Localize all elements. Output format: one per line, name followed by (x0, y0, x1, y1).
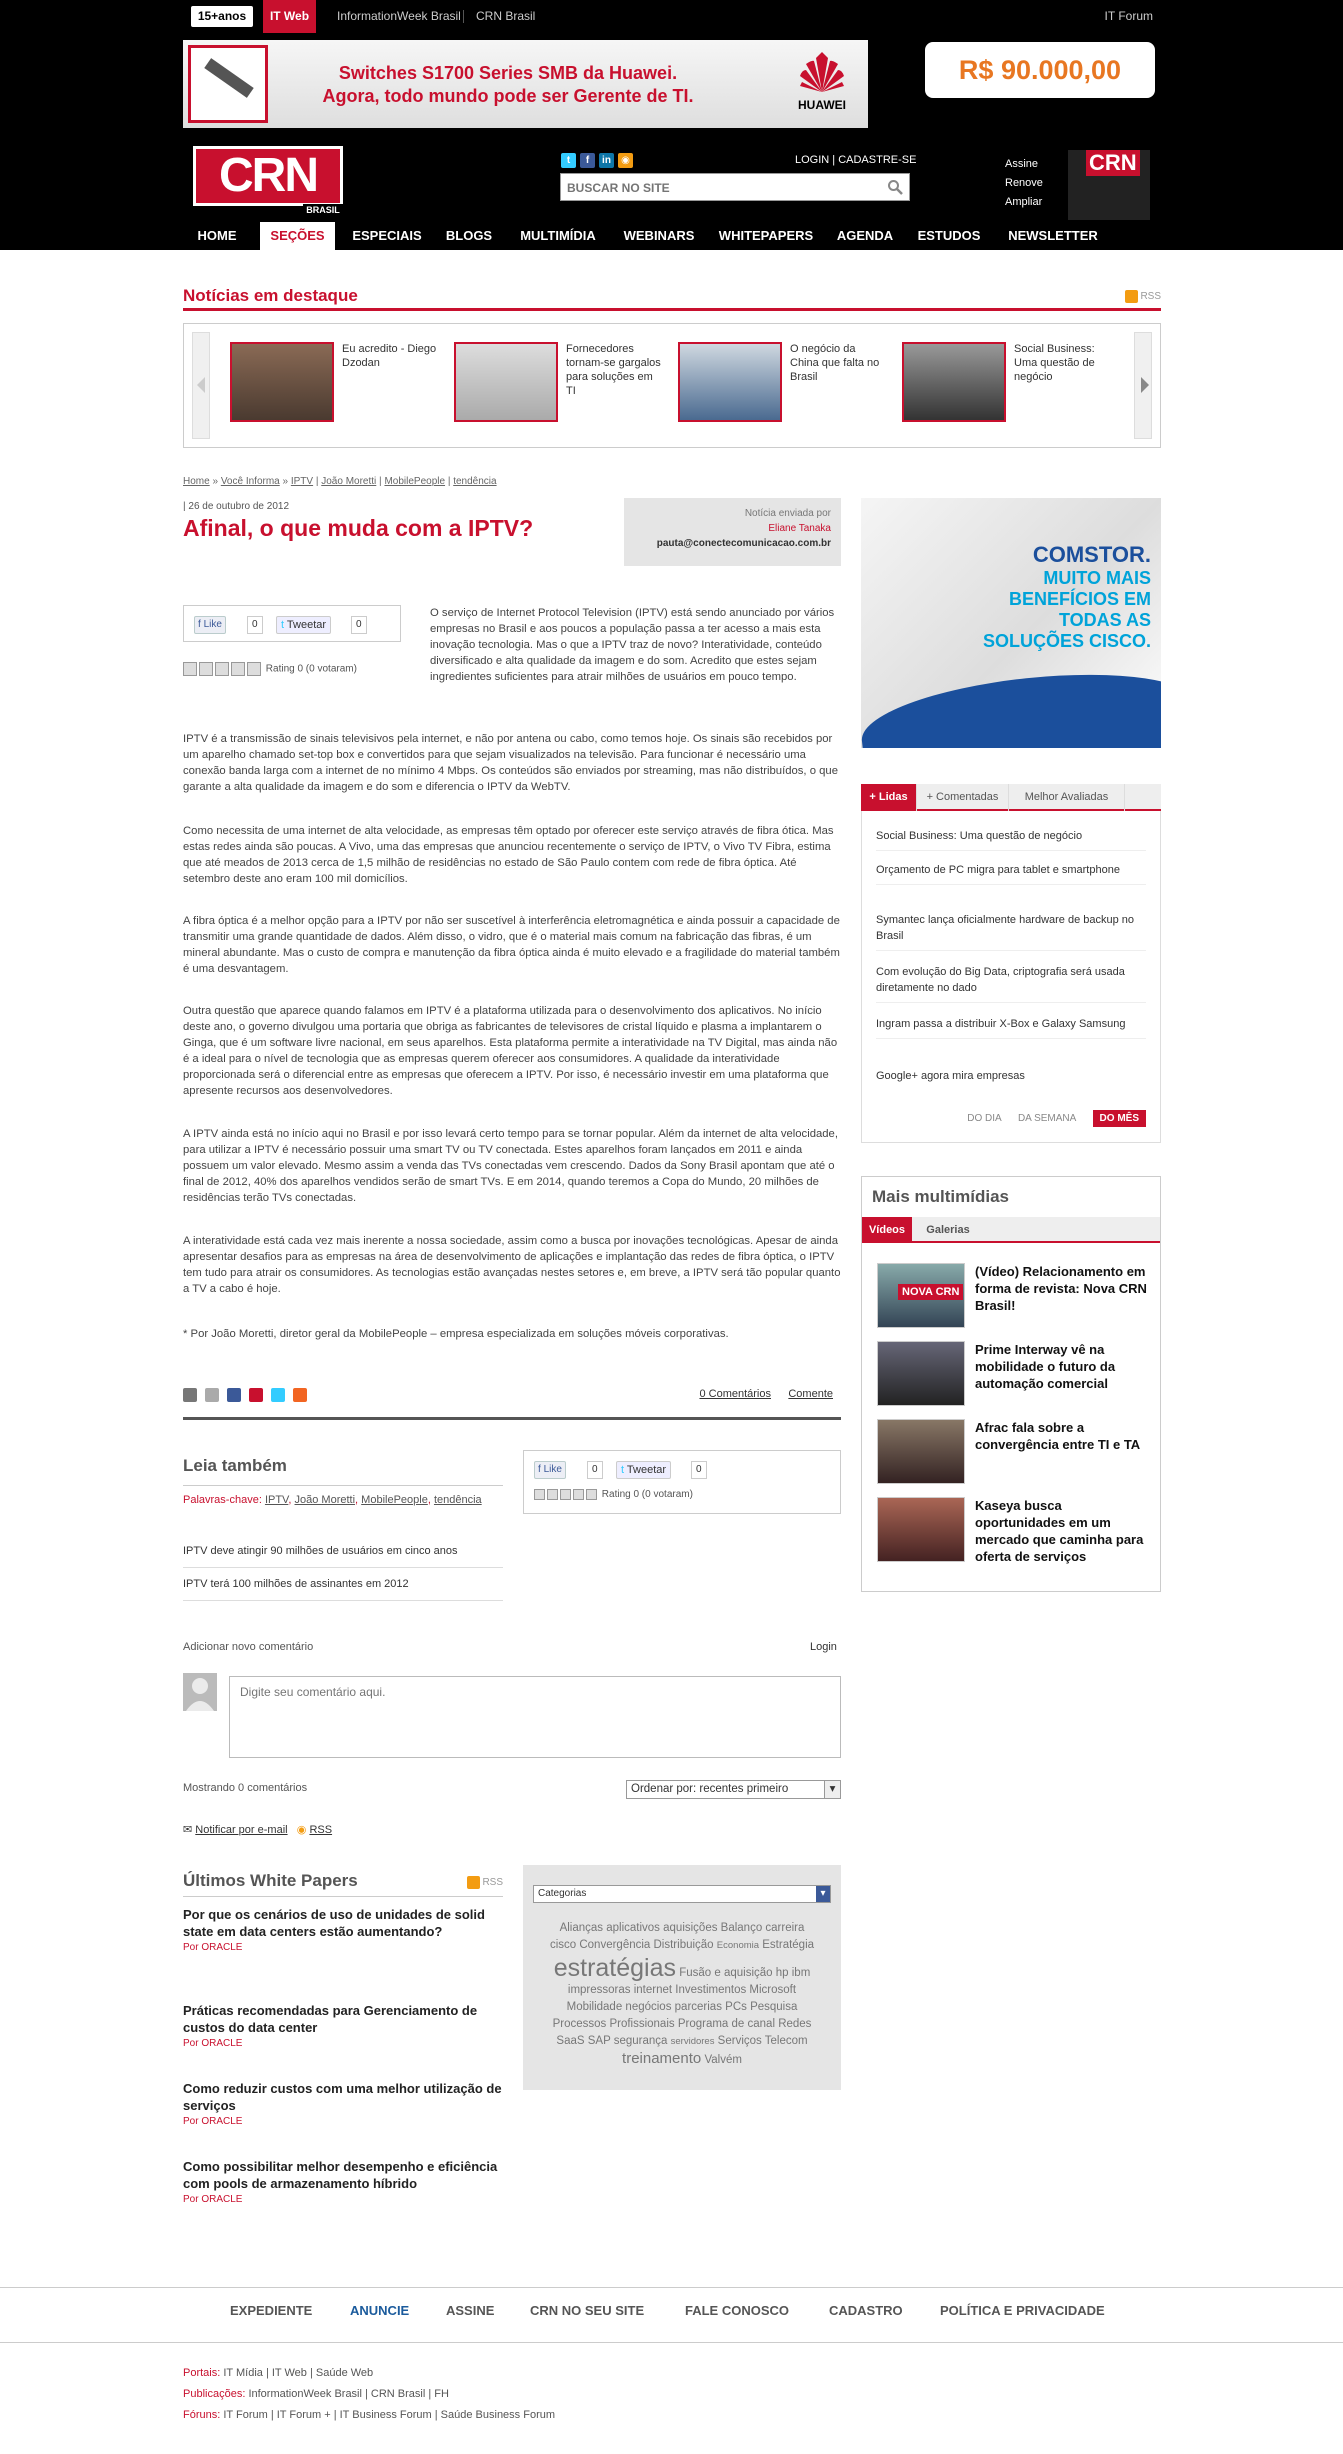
video-thumb (877, 1419, 965, 1484)
article-tools (183, 1384, 841, 1420)
tag-link[interactable]: cisco Convergência Distribuição (549, 1939, 714, 1951)
footer-link-expediente[interactable]: EXPEDIENTE (230, 2303, 313, 2318)
whitepaper-title[interactable]: Como reduzir custos com uma melhor utilização de serviços (183, 2081, 502, 2113)
banner-line-2: Agora, todo mundo pode ser Gerente de TI. (322, 86, 694, 106)
subscribe-link[interactable]: Assine (1005, 158, 1039, 170)
divider (463, 10, 464, 23)
twitter-icon: t (281, 619, 285, 631)
footer-link-politica[interactable]: POLÍTICA E PRIVACIDADE (940, 2303, 1105, 2318)
social-icons (561, 153, 637, 169)
most-read-tabs (861, 784, 1161, 811)
featured-item[interactable] (454, 342, 664, 427)
featured-thumb (230, 342, 334, 422)
twitter-icon[interactable]: t (561, 153, 576, 168)
footer-publicacoes (183, 2388, 449, 2400)
whitepaper-title[interactable]: Práticas recomendadas para Gerenciamento de custos do data center (183, 2003, 478, 2035)
featured-thumb (454, 342, 558, 422)
most-read-item[interactable]: Ingram passa a distribuir X-Box e Galaxy Samsung (876, 1016, 1146, 1039)
comments-rss-link[interactable]: RSS (309, 1824, 333, 1836)
tag-link[interactable]: Serviços Telecom (717, 2035, 808, 2047)
huawei-logo (788, 52, 856, 118)
featured-title: Eu acredito - Diego Dzodan (342, 343, 437, 369)
huawei-banner-ad[interactable] (183, 40, 868, 128)
notify-email-link[interactable]: Notificar por e-mail (195, 1824, 288, 1836)
divider (0, 2287, 1343, 2288)
tag-cloud (523, 1865, 841, 2090)
featured-title: Social Business: Uma questão de negócio (1014, 343, 1095, 383)
breadcrumb-voce-informa[interactable]: Você Informa (220, 476, 280, 487)
breadcrumb-iptv[interactable]: IPTV (290, 476, 314, 487)
tab-videos[interactable]: Vídeos (862, 1217, 912, 1243)
tag-line[interactable]: impressoras internet Investimentos Microsoft (567, 1984, 797, 1996)
divider (0, 2342, 1343, 2343)
rss-icon: ◉ (296, 1824, 307, 1836)
portal-link-itweb[interactable]: IT Web (263, 0, 316, 33)
multimedia-tabs (862, 1217, 1160, 1243)
star-icon[interactable] (231, 662, 245, 676)
tag-link[interactable]: Estratégia (762, 1939, 815, 1951)
tag-line (535, 1954, 829, 1982)
whitepapers-title: Últimos White Papers (183, 1871, 358, 1890)
footer-links[interactable]: InformationWeek Brasil | CRN Brasil | FH (248, 2388, 449, 2400)
most-read-item[interactable]: Com evolução do Big Data, criptografia será usada diretamente no dado (876, 964, 1146, 1003)
rating-text: Rating 0 (0 votaram) (265, 663, 357, 675)
tag-line[interactable]: Processos Profissionais Programa de canal Redes (552, 2018, 812, 2030)
twitter-icon[interactable] (271, 1388, 285, 1402)
related-heading: Leia também (183, 1456, 503, 1486)
footer-link-anuncie[interactable]: ANUNCIE (350, 2303, 410, 2318)
tweet-label: Tweetar (626, 1464, 667, 1476)
most-read-item[interactable]: Orçamento de PC migra para tablet e smartphone (876, 862, 1146, 885)
tag-list (535, 1920, 829, 2069)
star-icon[interactable] (586, 1489, 597, 1500)
breadcrumb-mobilepeople[interactable]: MobilePeople (384, 476, 446, 487)
filter-month[interactable]: DO MÊS (1093, 1110, 1146, 1127)
breadcrumb-joao-moretti[interactable]: João Moretti (321, 476, 377, 487)
video-item[interactable] (877, 1341, 1152, 1409)
tag-line[interactable]: Alianças aplicativos aquisições Balanço carreira (559, 1922, 805, 1934)
featured-rss-link[interactable] (1125, 290, 1161, 303)
star-icon[interactable] (573, 1489, 584, 1500)
search-icon[interactable] (887, 179, 903, 195)
avatar (183, 1673, 217, 1711)
video-thumb (877, 1341, 965, 1406)
tag-line (535, 2050, 829, 2069)
sent-by-label: Notícia enviada por (744, 508, 831, 519)
magazine-cover[interactable] (1068, 150, 1150, 220)
category-select[interactable]: Categorias ▾ (533, 1885, 831, 1903)
nav-whitepapers[interactable]: WHITEPAPERS (718, 228, 814, 243)
article-paragraph: A fibra óptica é a melhor opção para a IPTV por não ser suscetível à interferência eletromagnética e ainda possuir a capacidade de transmitir uma grande quantidade de dados. Além disso, o vidro, que é o material mais comum na fabricação das fibras, é um mineral abundante. Mas o custo de compra e manutenção da fibra óptica ainda é muito elevado e a fragilidade do material também é uma desvantagem. (183, 915, 840, 975)
keyword-link[interactable]: tendência (433, 1494, 482, 1506)
filter-day[interactable]: DO DIA (967, 1113, 1002, 1124)
featured-news-carousel (183, 323, 1161, 448)
article-rating (183, 662, 357, 676)
search-input[interactable] (567, 178, 867, 198)
article-paragraph: Como necessita de uma internet de alta velocidade, as empresas têm optado por oferecer este serviço através de fibra ótica. Mas estas redes ainda são poucas. A Vivo, uma das empresas que anunciou recentemente o serviço de IPTV, o Vivo TV Fibra, estima que até meados de 2013 cerca de 1,5 milhão de residências no estado de São Paulo contem com rede de fibra óptica. Até setembro deste ano eram 100 mil domicílios. (183, 825, 834, 885)
video-title[interactable]: Kaseya busca oportunidades em um mercado que caminha para oferta de serviços (975, 1498, 1144, 1564)
facebook-like-button[interactable] (534, 1461, 566, 1479)
star-icon[interactable] (560, 1489, 571, 1500)
footer-portais (183, 2367, 373, 2379)
featured-item[interactable] (230, 342, 440, 427)
video-title[interactable]: Afrac fala sobre a convergência entre TI e TA (975, 1420, 1141, 1452)
notify-links (183, 1823, 332, 1836)
rss-icon[interactable]: ◉ (618, 153, 633, 168)
featured-title: O negócio da China que falta no Brasil (790, 343, 880, 383)
video-item[interactable] (877, 1263, 1152, 1331)
whitepaper-source: Por ORACLE (183, 2194, 243, 2205)
most-read-item[interactable]: Google+ agora mira empresas (876, 1070, 1025, 1082)
huawei-flower-icon (798, 52, 846, 96)
prize-banner-ad[interactable]: R$ 90.000,00 (925, 42, 1155, 98)
breadcrumb-tendencia[interactable]: tendência (453, 476, 497, 487)
facebook-icon: f (198, 619, 201, 630)
sort-select[interactable]: Ordenar por: recentes primeiro ▾ (626, 1780, 841, 1799)
related-article-link[interactable]: IPTV terá 100 milhões de assinantes em 2012 (183, 1568, 503, 1601)
whitepapers-header (183, 1871, 503, 1897)
video-thumb-logo: NOVA CRN (898, 1284, 963, 1300)
comstor-logo: COMSTOR. (1032, 542, 1151, 567)
tag-link[interactable]: Fusão e aquisição hp ibm (679, 1967, 811, 1979)
email-icon: ✉ (183, 1824, 193, 1836)
breadcrumb: Home » Você Informa » IPTV | João Moretti | MobilePeople | tendência (183, 476, 497, 487)
nav-agenda[interactable]: AGENDA (836, 228, 894, 243)
breadcrumb-home[interactable]: Home (183, 476, 210, 487)
portal-link-informationweek[interactable]: InformationWeek Brasil (337, 9, 461, 23)
most-read-item[interactable]: Social Business: Uma questão de negócio (876, 828, 1146, 851)
rss-icon (467, 1876, 480, 1889)
sent-by-box (624, 498, 841, 566)
portal-link-itforum[interactable]: IT Forum (1104, 9, 1153, 23)
video-title[interactable]: Prime Interway vê na mobilidade o futuro da automação comercial (975, 1342, 1116, 1391)
featured-item[interactable] (678, 342, 888, 427)
crn-logo[interactable] (193, 146, 343, 214)
related-article-link[interactable]: IPTV deve atingir 90 milhões de usuários em cinco anos (183, 1535, 503, 1568)
upgrade-link[interactable]: Ampliar (1005, 196, 1043, 208)
comment-box (229, 1676, 841, 1758)
footer-label: Portais: (183, 2367, 221, 2379)
nav-webinars[interactable]: WEBINARS (623, 228, 695, 243)
featured-thumb (902, 342, 1006, 422)
ad-swoosh (861, 660, 1161, 748)
share-plus-icon[interactable] (293, 1388, 307, 1402)
print-icon[interactable] (183, 1388, 197, 1402)
tweet-count: 0 (691, 1461, 707, 1479)
video-thumb (877, 1497, 965, 1562)
huawei-wordmark: HUAWEI (798, 98, 846, 112)
login-register-link[interactable]: LOGIN | CADASTRE-SE (795, 154, 917, 166)
video-item[interactable] (877, 1497, 1152, 1565)
comment-link[interactable]: Comente (788, 1388, 833, 1400)
whitepaper-title[interactable]: Por que os cenários de uso de unidades de solid state em data centers estão aumentando? (183, 1907, 485, 1939)
star-icon[interactable] (534, 1489, 545, 1500)
article-paragraph: Outra questão que aparece quando falamos em IPTV é a plataforma utilizada para o desenvolvimento dos aplicativos. No início deste ano, o governo divulgou uma portaria que obriga as fabricantes de televisores de cristal líquido e plasma a implantarem o Ginga, que é um software livre nacional, em seus aparelhos. Esta plataforma permite a interatividade na TV Digital, mas ainda não é a ideal para o nível de tecnologia que as empresas querem oferecer aos consumidores. A qualidade da interatividade proporcionada será o diferencial entre as empresas que oferecem a IPTV. Por isso, é necessário investir em uma plataforma que apresente recursos aos desenvolvedores. (183, 1005, 838, 1097)
article-paragraph: A interatividade está cada vez mais inerente a nossa sociedade, assim como a busca por inovações tecnológicas. Apesar de ainda apresentar desafios para as empresas na área de desenvolvimento de aplicações e implantação das redes de fibra óptica, o IPTV tem tudo para atrair os consumidores. As tecnologias estão avançadas nestes setores e, em breve, a IPTV será tão popular quanto a TV a cabo é hoje. (183, 1235, 841, 1295)
banner-headline (273, 62, 743, 108)
tab-mais-comentadas[interactable]: + Comentadas (917, 784, 1009, 811)
most-read-item[interactable]: Symantec lança oficialmente hardware de backup no Brasil (876, 912, 1146, 951)
footer-link-assine[interactable]: ASSINE (446, 2303, 495, 2318)
whitepaper-source: Por ORACLE (183, 2116, 243, 2127)
nav-estudos[interactable]: ESTUDOS (917, 228, 981, 243)
login-link[interactable]: Login (810, 1641, 837, 1653)
featured-item[interactable] (902, 342, 1112, 427)
video-item[interactable] (877, 1419, 1152, 1487)
anniversary-badge: 15+anos (191, 6, 253, 27)
tweet-label: Tweetar (286, 619, 327, 631)
article-lead: O serviço de Internet Protocol Television (IPTV) está sendo anunciado por vários empresas no Brasil e aos poucos a população passa a ter acesso a mais esta inovação tecnologia. Mas o que a IPTV traz de novo? Interatividade, conteúdo diversificado e alta qualidade da imagem e do som. Acredito que estes sejam ingredientes suficientes para atrair milhões de usuários em pouco tempo. (430, 607, 835, 683)
tweet-button[interactable] (616, 1461, 671, 1479)
footer-nav (183, 2303, 1161, 2323)
footer-link-cadastro[interactable]: CADASTRO (829, 2303, 903, 2318)
sent-by-name[interactable]: Eliane Tanaka (768, 523, 831, 534)
tag-link[interactable]: estratégias (553, 1954, 677, 1982)
article-rating (534, 1489, 693, 1500)
keywords: Palavras-chave: IPTV, João Moretti, MobilePeople, tendência (183, 1494, 482, 1506)
featured-news-title: Notícias em destaque (183, 286, 358, 305)
search-box (560, 173, 910, 201)
footer-label: Fóruns: (183, 2409, 221, 2421)
rss-label: RSS (482, 1877, 503, 1889)
user-silhouette-icon (183, 1673, 217, 1711)
tab-galerias[interactable]: Galerias (926, 1224, 970, 1236)
twitter-icon: t (621, 1464, 625, 1476)
star-icon[interactable] (183, 662, 197, 676)
featured-thumb (678, 342, 782, 422)
rss-label: RSS (1140, 291, 1161, 303)
facebook-icon: f (538, 1464, 541, 1475)
linkedin-icon[interactable]: in (599, 153, 614, 168)
nav-blogs[interactable]: BLOGS (445, 228, 493, 243)
keyword-link[interactable]: IPTV (264, 1494, 289, 1506)
multimedia-box (861, 1176, 1161, 1592)
video-thumb (877, 1263, 965, 1328)
like-label: Like (203, 619, 222, 630)
footer-link-fale-conosco[interactable]: FALE CONOSCO (685, 2303, 790, 2318)
tweet-button[interactable] (276, 616, 331, 634)
footer-link-crn-no-seu-site[interactable]: CRN NO SEU SITE (530, 2303, 645, 2318)
keyword-link[interactable]: João Moretti (294, 1494, 356, 1506)
whitepaper-item[interactable] (183, 1906, 503, 1953)
rating-text: Rating 0 (0 votaram) (601, 1489, 693, 1501)
star-icon[interactable] (199, 662, 213, 676)
portal-link-crn-brasil[interactable]: CRN Brasil (476, 9, 536, 23)
article-paragraph: * Por João Moretti, diretor geral da MobilePeople – empresa especializada em soluções móveis corporativas. (183, 1328, 729, 1340)
nav-multimidia[interactable]: MULTIMÍDIA (520, 228, 596, 243)
featured-title: Fornecedores tornam-se gargalos para soluções em TI (566, 343, 661, 397)
whitepaper-title[interactable]: Como possibilitar melhor desempenho e eficiência com pools de armazenamento híbrido (183, 2159, 498, 2191)
facebook-like-button[interactable] (194, 616, 226, 634)
tag-link[interactable]: SaaS SAP segurança (556, 2035, 668, 2047)
multimedia-title: Mais multimídias (872, 1187, 1009, 1206)
star-icon[interactable] (247, 662, 261, 676)
comstor-ad[interactable] (861, 498, 1161, 748)
main-nav (183, 222, 1161, 250)
whitepaper-source: Por ORACLE (183, 2038, 243, 2049)
facebook-icon[interactable]: f (580, 153, 595, 168)
orkut-icon[interactable] (249, 1388, 263, 1402)
comments-count-link[interactable]: 0 Comentários (699, 1388, 771, 1400)
top-portal-nav (183, 0, 1161, 33)
like-label: Like (543, 1464, 562, 1475)
article-paragraph: IPTV é a transmissão de sinais televisivos pela internet, e não por antena ou cabo, como temos hoje. Os sinais são recebidos por um aparelho chamado set-top box e convertidos para que sejam visualizados na televisão. Para funcionar é necessário uma conexão banda larga com a internet de no mínimo 4 Mbps. Os conteúdos são enviados por streaming, mas não distribuídos, o que garante a alta qualidade da imagem e do som e diferencia o IPTV da WebTV. (183, 733, 838, 793)
whitepaper-source: Por ORACLE (183, 1942, 243, 1953)
email-icon[interactable] (205, 1388, 219, 1402)
tag-link[interactable]: Economia (716, 1940, 760, 1951)
like-count: 0 (247, 616, 263, 634)
comments-count: Mostrando 0 comentários (183, 1782, 308, 1794)
rss-icon (1125, 290, 1138, 303)
sent-by-email[interactable]: pauta@conectecomunicacao.com.br (656, 538, 831, 549)
share-widget (183, 605, 401, 642)
carousel-prev-button[interactable] (192, 332, 210, 439)
nav-home[interactable]: HOME (197, 228, 237, 243)
nav-especiais[interactable]: ESPECIAIS (352, 228, 422, 243)
footer-label: Publicações: (183, 2388, 246, 2400)
tag-link[interactable]: Valvém (704, 2054, 742, 2066)
footer-links[interactable]: IT Mídia | IT Web | Saúde Web (223, 2367, 374, 2379)
nav-newsletter[interactable]: NEWSLETTER (1008, 228, 1098, 243)
subscription-links (1005, 155, 1043, 212)
tag-line (535, 1937, 829, 1954)
featured-news-header (183, 286, 1161, 311)
keywords-label: Palavras-chave: (183, 1494, 262, 1506)
carousel-next-button[interactable] (1134, 332, 1152, 439)
comstor-slogan: MUITO MAIS BENEFÍCIOS EM TODAS AS SOLUÇÕES CISCO. (982, 568, 1151, 651)
article-date: | 26 de outubro de 2012 (183, 501, 290, 512)
share-widget-bottom (523, 1450, 841, 1514)
tag-line (535, 2033, 829, 2050)
add-comment-label: Adicionar novo comentário (183, 1641, 314, 1653)
like-count: 0 (587, 1461, 603, 1479)
crn-logo-wordmark: CRN (193, 146, 343, 206)
star-icon[interactable] (547, 1489, 558, 1500)
whitepaper-item[interactable] (183, 2158, 503, 2205)
footer-foruns (183, 2409, 555, 2421)
tab-mais-lidas[interactable]: + Lidas (861, 784, 917, 811)
whitepaper-item[interactable] (183, 2002, 503, 2049)
switch-product-image (188, 45, 268, 123)
banner-line-1: Switches S1700 Series SMB da Huawei. (338, 63, 678, 83)
footer-links[interactable]: IT Forum | IT Forum + | IT Business Forum | Saúde Business Forum (223, 2409, 556, 2421)
tag-link[interactable]: treinamento (622, 2050, 702, 2067)
header-bar (0, 0, 1343, 250)
keyword-link[interactable]: MobilePeople (361, 1494, 428, 1506)
tag-line[interactable]: Mobilidade negócios parcerias PCs Pesquisa (566, 2001, 798, 2013)
comment-input[interactable] (230, 1677, 840, 1757)
nav-secoes[interactable]: SEÇÕES (260, 222, 335, 250)
article-paragraph: A IPTV ainda está no início aqui no Brasil e por isso levará certo tempo para se tornar popular. Além da internet de alta velocidade, para utilizar a IPTV é necessário possuir uma smart TV ou TV conectada. Estes aparelhos foram lançados em 2011 e ainda possuem um valor elevado. Mesmo assim a venda das TVs conectadas vem crescendo. Dados da Sony Brasil apontam que até o final de 2012, 40% dos aparelhos vendidos serão de smart TVs. E em 2014, quando teremos a Copa do Mundo, 20 milhões de residências terão TVs conectadas. (183, 1128, 838, 1204)
whitepapers-rss-link[interactable] (467, 1876, 503, 1889)
tab-melhor-avaliadas[interactable]: Melhor Avaliadas (1009, 784, 1125, 811)
whitepaper-item[interactable] (183, 2080, 503, 2127)
star-icon[interactable] (215, 662, 229, 676)
renew-link[interactable]: Renove (1005, 177, 1043, 189)
tag-link[interactable]: servidores (670, 2036, 715, 2047)
tweet-count: 0 (351, 616, 367, 634)
article-title: Afinal, o que muda com a IPTV? (183, 515, 534, 541)
most-read-list (861, 811, 1161, 1143)
magazine-cover-logo: CRN (1086, 150, 1140, 176)
period-filters (953, 1113, 1146, 1124)
facebook-icon[interactable] (227, 1388, 241, 1402)
video-title[interactable]: (Vídeo) Relacionamento em forma de revista: Nova CRN Brasil! (975, 1264, 1147, 1313)
crn-logo-subtitle: BRASIL (303, 204, 343, 216)
filter-week[interactable]: DA SEMANA (1017, 1113, 1076, 1124)
